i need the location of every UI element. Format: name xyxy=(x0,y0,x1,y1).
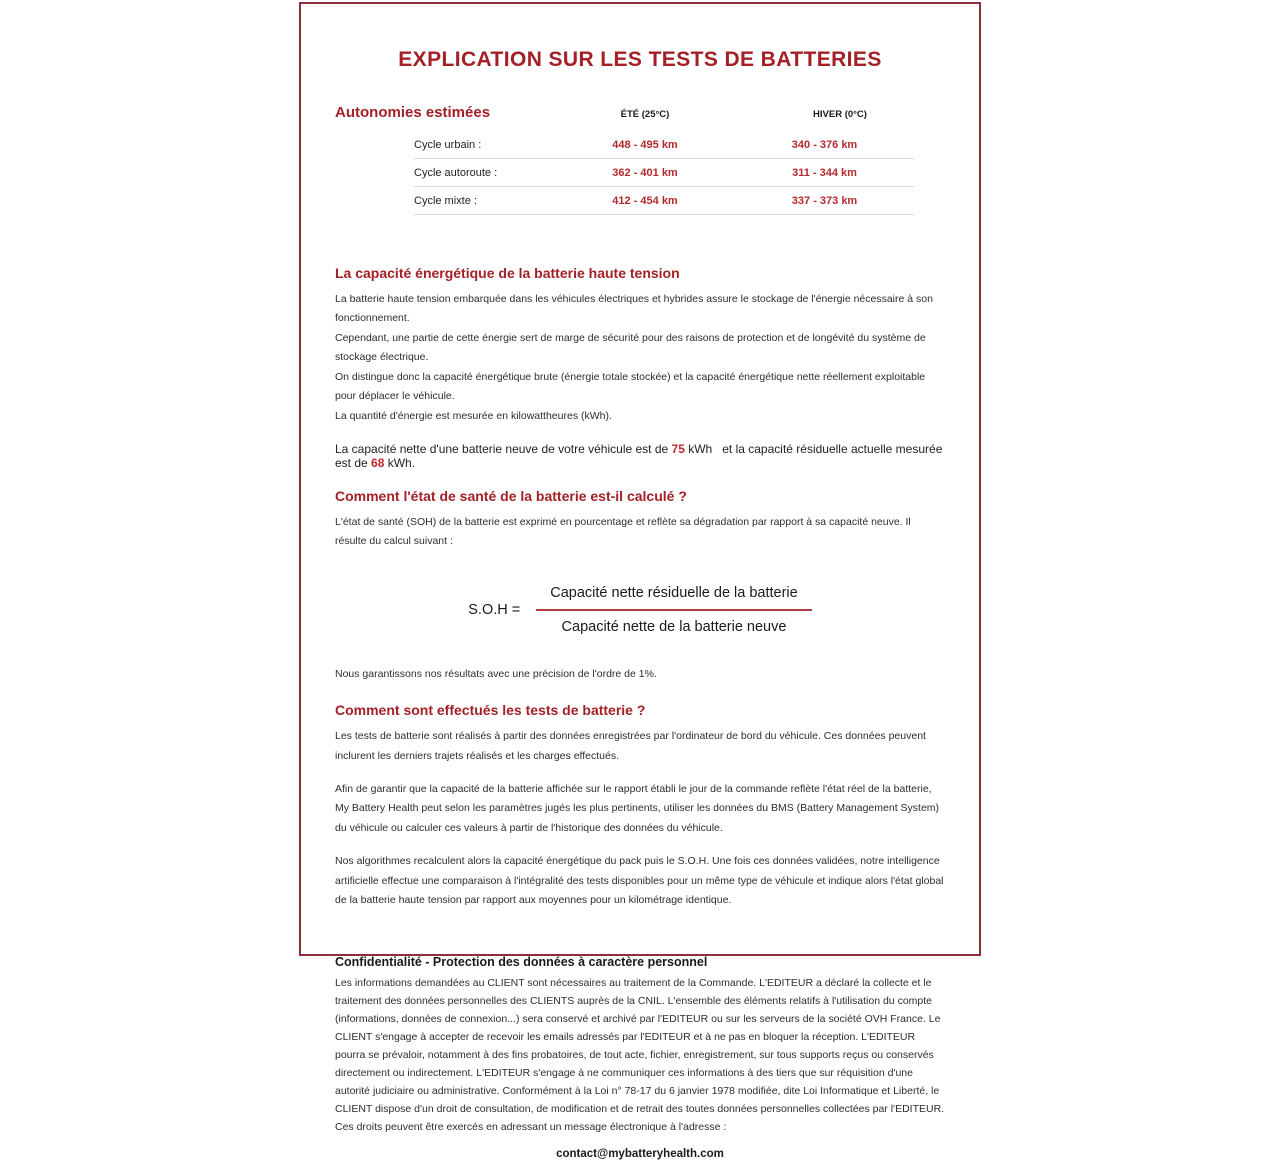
privacy-closing: Ces droits peuvent être exercés en adressant un message électronique à l'adresse : xyxy=(335,1120,727,1133)
winter-range-value: 337 - 373 km xyxy=(791,194,858,207)
body-text: Cependant, une partie de cette énergie sert de marge de sécurité pour des raisons de protection et de longévité du système de stockage électrique. xyxy=(335,331,926,364)
section-privacy xyxy=(335,955,945,1160)
capacity-new-value: 75 xyxy=(671,441,685,456)
capacity-current-value: 68 xyxy=(371,455,385,470)
section-tests xyxy=(335,702,945,910)
summary-text: kWh. xyxy=(384,455,416,470)
table-row xyxy=(414,187,914,215)
body-text: L'état de santé (SOH) de la batterie est exprimé en pourcentage et reflète sa dégradation par rapport à sa capacité neuve. Il résulte du calcul suivant : xyxy=(335,515,911,548)
winter-range-value: 340 - 376 km xyxy=(791,138,858,151)
column-header-summer: ÉTÉ (25°C) xyxy=(620,109,670,120)
body-text: On distingue donc la capacité énergétique brute (énergie totale stockée) et la capacité énergétique nette réellement exploitable pour déplacer le véhicule. xyxy=(335,370,926,403)
summary-text: kWh xyxy=(684,441,713,456)
body-text: La quantité d'énergie est mesurée en kilowattheures (kWh). xyxy=(335,409,612,422)
page-title: EXPLICATION SUR LES TESTS DE BATTERIES xyxy=(398,48,882,71)
fraction-bar xyxy=(536,609,811,611)
body-paragraph: Afin de garantir que la capacité de la batterie affichée sur le rapport établi le jour de la commande reflète l'état réel de la batterie, My Battery Health peut selon les paramètres jugés les plus pertinents, utiliser les données du BMS (Battery Management System) du véhicule ou calculer ces valeurs à partir de l'historique des données du véhicule. xyxy=(335,783,940,834)
formula-fraction xyxy=(536,586,811,635)
summary-text: La capacité nette d'une batterie neuve de votre véhicule est de xyxy=(335,441,672,456)
section-heading: Comment l'état de santé de la batterie est-il calculé ? xyxy=(335,487,687,504)
summer-range-value: 362 - 401 km xyxy=(612,166,678,179)
table-row xyxy=(414,159,914,187)
autonomy-heading: Autonomies estimées xyxy=(335,104,491,121)
autonomy-table-header xyxy=(335,104,945,121)
contact-email: contact@mybatteryhealth.com xyxy=(556,1148,724,1160)
row-label: Cycle mixte : xyxy=(414,194,477,207)
capacity-summary xyxy=(335,442,945,470)
winter-range-value: 311 - 344 km xyxy=(792,166,857,179)
section-capacity xyxy=(335,265,945,470)
formula-numerator: Capacité nette résiduelle de la batterie xyxy=(550,584,798,601)
table-row xyxy=(414,131,914,159)
body-paragraph: Nos algorithmes recalculent alors la capacité énergétique du pack puis le S.O.H. Une fois ces données validées, notre intelligence artificielle effectue une comparaison à l'intégralité des tests disponibles pour un même type de véhicule et indique alors l'état global de la batterie haute tension par rapport aux moyennes pour un kilométrage identique. xyxy=(335,855,944,907)
body-text: La batterie haute tension embarquée dans les véhicules électriques et hybrides assure le stockage de l'énergie nécessaire à son fonctionnement. xyxy=(335,293,933,325)
section-heading: Comment sont effectués les tests de batterie ? xyxy=(335,702,646,719)
row-label: Cycle urbain : xyxy=(414,138,482,151)
row-label: Cycle autoroute : xyxy=(414,166,498,179)
summary-text: et la capacité résiduelle actuelle mesurée est de xyxy=(335,441,943,470)
privacy-body: Les informations demandées au CLIENT sont nécessaires au traitement de la Commande. L'EDITEUR a déclaré la collecte et le traitement des données personnelles des CLIENTS auprès de la CNIL. L'ensemble des éléments relatifs à l'utilisation du compte (informations, données de connexion...) sera conservé et archivé par l'EDITEUR ou sur les serveurs de la société OVH France. Le CLIENT s'engage à accepter de recevoir les emails adressés par l'EDITEUR et à ne pas en bloquer la réception. L'EDITEUR pourra se prévaloir, notamment à des fins probatoires, de tout acte, fichier, enregistrement, sur tous supports reçus ou conservés directement ou indirectement. L'EDITEUR s'engage à ne communiquer ces informations à des tiers que sur réquisition d'une autorité judiciaire ou administrative. Conformément à la Loi n° 78-17 du 6 janvier 1978 modifiée, dite Loi Informatique et Liberté, le CLIENT dispose d'un droit de consultation, de modification et de retrait des toutes données personnelles collectées par l'EDITEUR. xyxy=(335,976,945,1115)
document-page xyxy=(299,2,981,1160)
formula-denominator: Capacité nette de la batterie neuve xyxy=(561,619,787,636)
column-header-winter: HIVER (0°C) xyxy=(813,109,867,120)
privacy-heading: Confidentialité - Protection des données à caractère personnel xyxy=(335,954,708,969)
body-paragraph: Les tests de batterie sont réalisés à partir des données enregistrées par l'ordinateur de bord du véhicule. Ces données peuvent inclurent les derniers trajets réalisés et les charges effectués. xyxy=(335,730,926,762)
formula-lhs: S.O.H = xyxy=(468,602,521,619)
autonomy-rows xyxy=(414,131,914,215)
autonomy-table xyxy=(335,104,945,215)
guarantee-text: Nous garantissons nos résultats avec une précision de l'ordre de 1%. xyxy=(335,667,657,680)
section-heading: La capacité énergétique de la batterie haute tension xyxy=(335,265,680,281)
soh-formula xyxy=(335,586,945,635)
section-soh xyxy=(335,488,945,684)
summer-range-value: 448 - 495 km xyxy=(612,138,678,151)
summer-range-value: 412 - 454 km xyxy=(612,194,678,207)
